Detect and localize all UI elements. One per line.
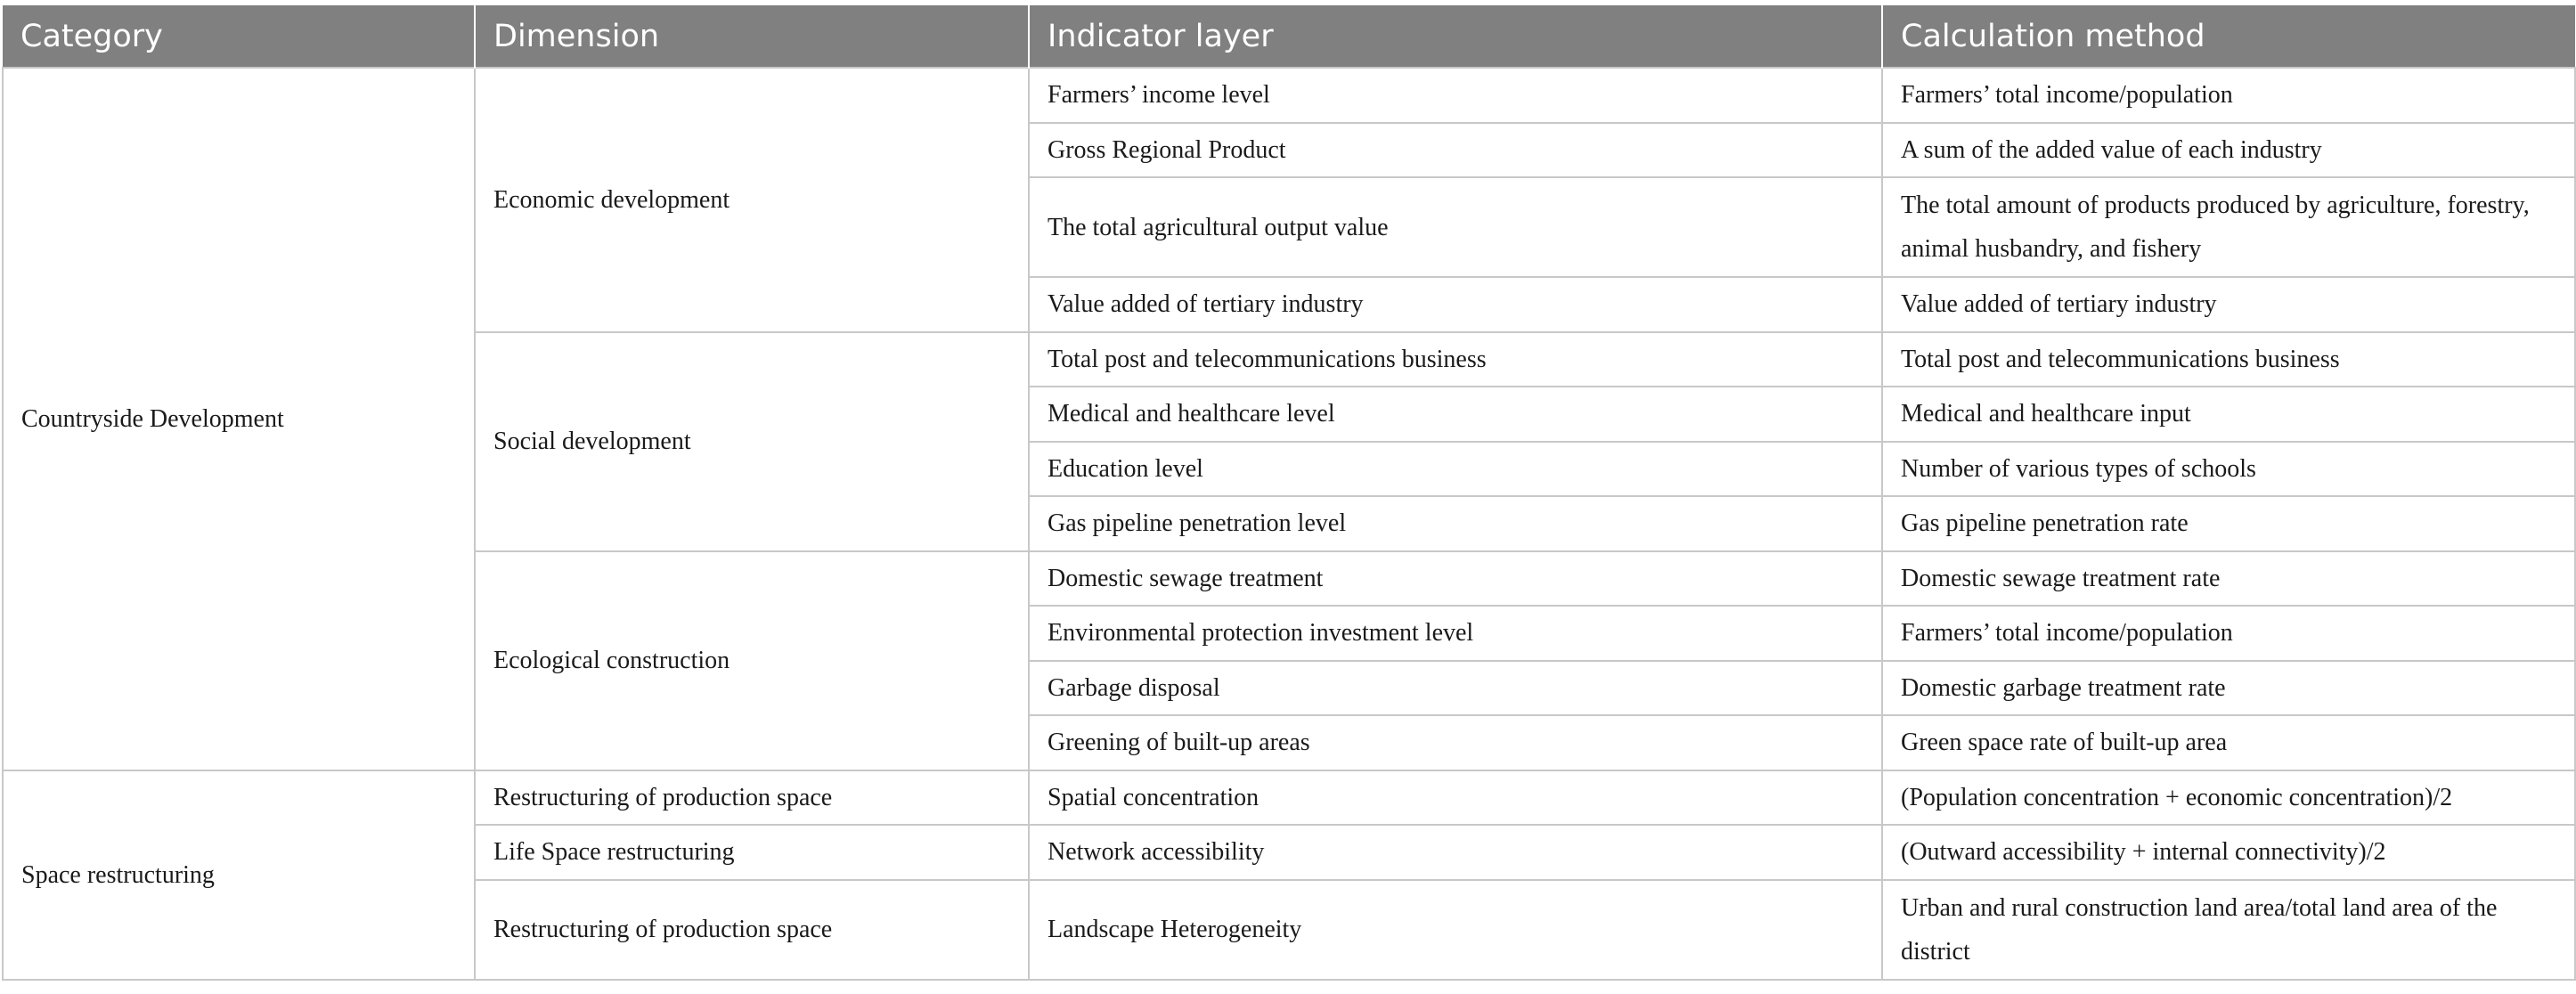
method-cell: Value added of tertiary industry	[1882, 277, 2575, 332]
dimension-cell: Economic development	[475, 68, 1029, 332]
indicator-cell: Environmental protection investment level	[1029, 606, 1882, 661]
indicator-cell: Value added of tertiary industry	[1029, 277, 1882, 332]
indicator-cell: Gross Regional Product	[1029, 123, 1882, 178]
indicator-cell: Gas pipeline penetration level	[1029, 496, 1882, 551]
method-cell: The total amount of products produced by agriculture, forestry, animal husbandry, and fishery	[1882, 177, 2575, 277]
category-cell: Space restructuring	[3, 770, 475, 980]
indicator-cell: Domestic sewage treatment	[1029, 551, 1882, 607]
indicator-cell: Network accessibility	[1029, 825, 1882, 880]
header-dimension: Dimension	[475, 5, 1029, 68]
dimension-cell: Ecological construction	[475, 551, 1029, 770]
method-cell: Gas pipeline penetration rate	[1882, 496, 2575, 551]
indicator-cell: Garbage disposal	[1029, 661, 1882, 716]
header-category: Category	[3, 5, 475, 68]
method-cell: Domestic sewage treatment rate	[1882, 551, 2575, 607]
indicator-cell: Medical and healthcare level	[1029, 387, 1882, 442]
method-cell: Farmers’ total income/population	[1882, 68, 2575, 123]
method-cell: Domestic garbage treatment rate	[1882, 661, 2575, 716]
dimension-cell: Social development	[475, 332, 1029, 551]
header-calculation-method: Calculation method	[1882, 5, 2575, 68]
header-indicator-layer: Indicator layer	[1029, 5, 1882, 68]
indicator-table	[2, 5, 2576, 981]
method-cell: Urban and rural construction land area/total land area of the district	[1882, 880, 2575, 980]
table-header-row	[3, 5, 2575, 68]
method-cell: Number of various types of schools	[1882, 442, 2575, 497]
method-cell: (Population concentration + economic concentration)/2	[1882, 770, 2575, 826]
category-cell: Countryside Development	[3, 68, 475, 770]
method-cell: Farmers’ total income/population	[1882, 606, 2575, 661]
dimension-cell: Restructuring of production space	[475, 770, 1029, 826]
dimension-cell: Restructuring of production space	[475, 880, 1029, 980]
method-cell: Medical and healthcare input	[1882, 387, 2575, 442]
method-cell: Green space rate of built-up area	[1882, 715, 2575, 770]
table-row	[3, 68, 2575, 123]
method-cell: (Outward accessibility + internal connectivity)/2	[1882, 825, 2575, 880]
dimension-cell: Life Space restructuring	[475, 825, 1029, 880]
indicator-cell: Greening of built-up areas	[1029, 715, 1882, 770]
method-cell: Total post and telecommunications business	[1882, 332, 2575, 387]
indicator-cell: Farmers’ income level	[1029, 68, 1882, 123]
method-cell: A sum of the added value of each industry	[1882, 123, 2575, 178]
table-row	[3, 770, 2575, 826]
indicator-cell: Education level	[1029, 442, 1882, 497]
indicator-cell: Spatial concentration	[1029, 770, 1882, 826]
indicator-cell: Total post and telecommunications business	[1029, 332, 1882, 387]
indicator-cell: The total agricultural output value	[1029, 177, 1882, 277]
indicator-cell: Landscape Heterogeneity	[1029, 880, 1882, 980]
